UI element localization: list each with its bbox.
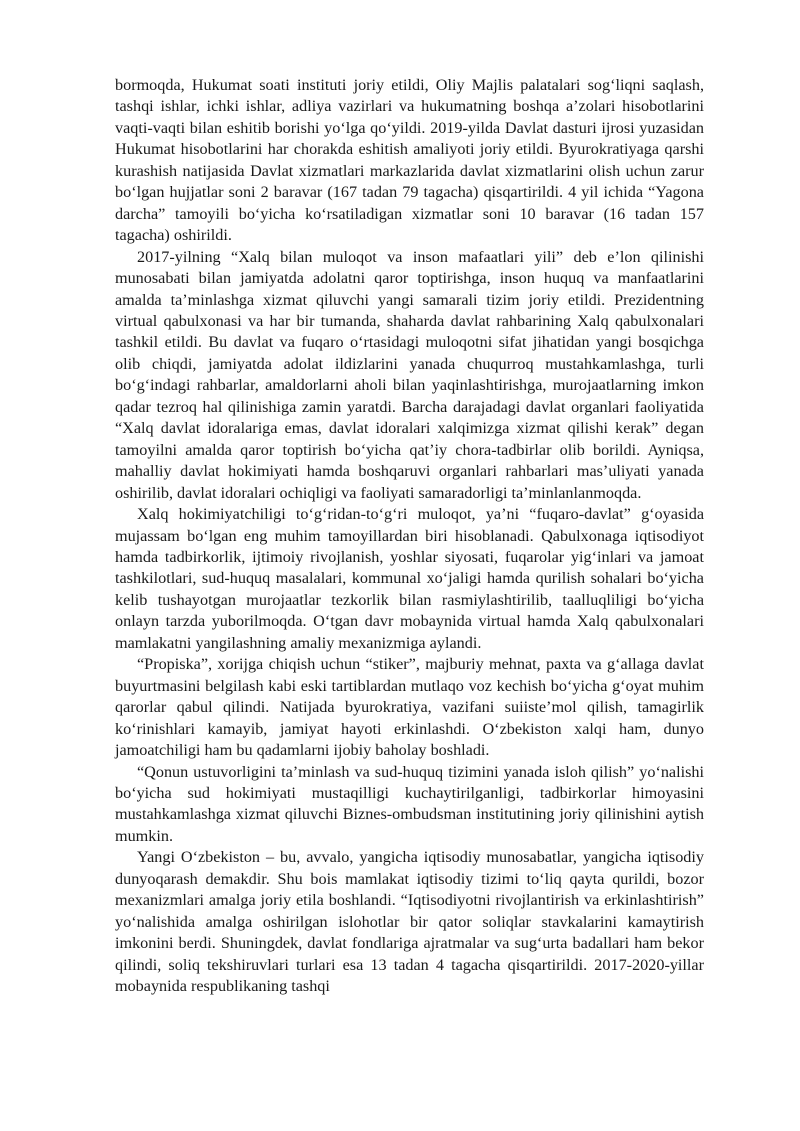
paragraph-5: “Qonun ustuvorligini ta’minlash va sud-huquq tizimini yanada isloh qilish” yo‘nalishi bo‘yicha sud hokimiyati mustaqilligi kuchaytirilganligi, tadbirkorlar himoyasini mustahkamlashga xizmat qiluvchi Biznes-ombudsman institutining joriy qilinishini aytish mumkin. — [115, 762, 704, 845]
document-page — [115, 75, 704, 997]
paragraph-2: 2017-yilning “Xalq bilan muloqot va inson mafaatlari yili” deb e’lon qilinishi munosabati bilan jamiyatda adolatni qaror toptirishga, inson huquq va manfaatlarini amalda ta’minlashga xizmat qiluvchi yangi samarali tizim joriy etildi. Prezidentning virtual qabulxonasi va har bir tumanda, shaharda davlat rahbarining Xalq qabulxonalari tashkil etildi. Bu davlat va fuqaro o‘rtasidagi muloqotni sifat jihatidan yangi bosqichga olib chiqdi, jamiyatda adolat ildizlarini yanada chuqurroq mustahkamlashga, turli bo‘g‘indagi rahbarlar, amaldorlarni aholi bilan yaqinlashtirishga, murojaatlarning imkon qadar tezroq hal qilinishiga zamin yaratdi. Barcha darajadagi davlat organlari faoliyatida “Xalq davlat idoralariga emas, davlat idoralari xalqimizga xizmat qilishi kerak” degan tamoyilni amalda qaror toptirish bo‘yicha qat’iy chora-tadbirlar olib borildi. Ayniqsa, mahalliy davlat hokimiyati hamda boshqaruvi organlari rahbarlari mas’uliyati yanada oshirilib, davlat idoralari ochiqligi va faoliyati samaradorligi ta’minlanlanmoqda. — [115, 247, 704, 502]
paragraph-4: “Propiska”, xorijga chiqish uchun “stiker”, majburiy mehnat, paxta va g‘allaga davlat buyurtmasini belgilash kabi eski tartiblardan mutlaqo voz kechish bo‘yicha g‘oyat muhim qarorlar qabul qilindi. Natijada byurokratiya, vazifani suiiste’mol qilish, tamagirlik ko‘rinishlari kamayib, jamiyat hayoti erkinlashdi. O‘zbekiston xalqi ham, dunyo jamoatchiligi ham bu qadamlarni ijobiy baholay boshladi. — [115, 655, 704, 760]
paragraph-6: Yangi O‘zbekiston – bu, avvalo, yangicha iqtisodiy munosabatlar, yangicha iqtisodiy dunyoqarash demakdir. Shu bois mamlakat iqtisodiy tizimi to‘liq qayta qurildi, bozor mexanizmlari amalga joriy etila boshlandi. “Iqtisodiyotni rivojlantirish va erkinlashtirish” yo‘nalishida amalga oshirilgan islohotlar bir qator soliqlar stavkalarini kamaytirish imkonini berdi. Shuningdek, davlat fondlariga ajratmalar va sug‘urta badallari ham bekor qilindi, soliq tekshiruvlari turlari esa 13 tadan 4 tagacha qisqartirildi. 2017-2020-yillar mobaynida respublikaning tashqi — [115, 848, 704, 996]
paragraph-3: Xalq hokimiyatchiligi to‘g‘ridan-to‘g‘ri muloqot, ya’ni “fuqaro-davlat” g‘oyasida mujassam bo‘lgan eng muhim tamoyillardan biri hisoblanadi. Qabulxonaga iqtisodiyot hamda tadbirkorlik, ijtimoiy rivojlanish, yoshlar siyosati, fuqarolar yig‘inlari va jamoat tashkilotlari, sud-huquq masalalari, kommunal xo‘jaligi hamda qurilish sohalari bo‘yicha kelib tushayotgan murojaatlar tezkorlik bilan rasmiylashtirilib, taalluqliligi bo‘yicha onlayn tarzda yuborilmoqda. O‘tgan davr mobaynida virtual hamda Xalq qabulxonalari mamlakatni yangilashning amaliy mexanizmiga aylandi. — [115, 505, 704, 652]
paragraph-1: bormoqda, Hukumat soati instituti joriy etildi, Oliy Majlis palatalari sog‘liqni saqlash, tashqi ishlar, ichki ishlar, adliya vazirlari va hukumatning boshqa a’zolari hisobotlarini vaqti-vaqti bilan eshitib borishi yo‘lga qo‘yildi. 2019-yilda Davlat dasturi ijrosi yuzasidan Hukumat hisobotlarini har chorakda eshitish amaliyoti joriy etildi. Byurokratiyaga qarshi kurashish natijasida Davlat xizmatlari markazlarida davlat xizmatlarini olish uchun zarur bo‘lgan hujjatlar soni 2 baravar (167 tadan 79 tagacha) qisqartirildi. 4 yil ichida “Yagona darcha” tamoyili bo‘yicha ko‘rsatiladigan xizmatlar soni 10 baravar (16 tadan 157 tagacha) oshirildi. — [115, 76, 704, 245]
